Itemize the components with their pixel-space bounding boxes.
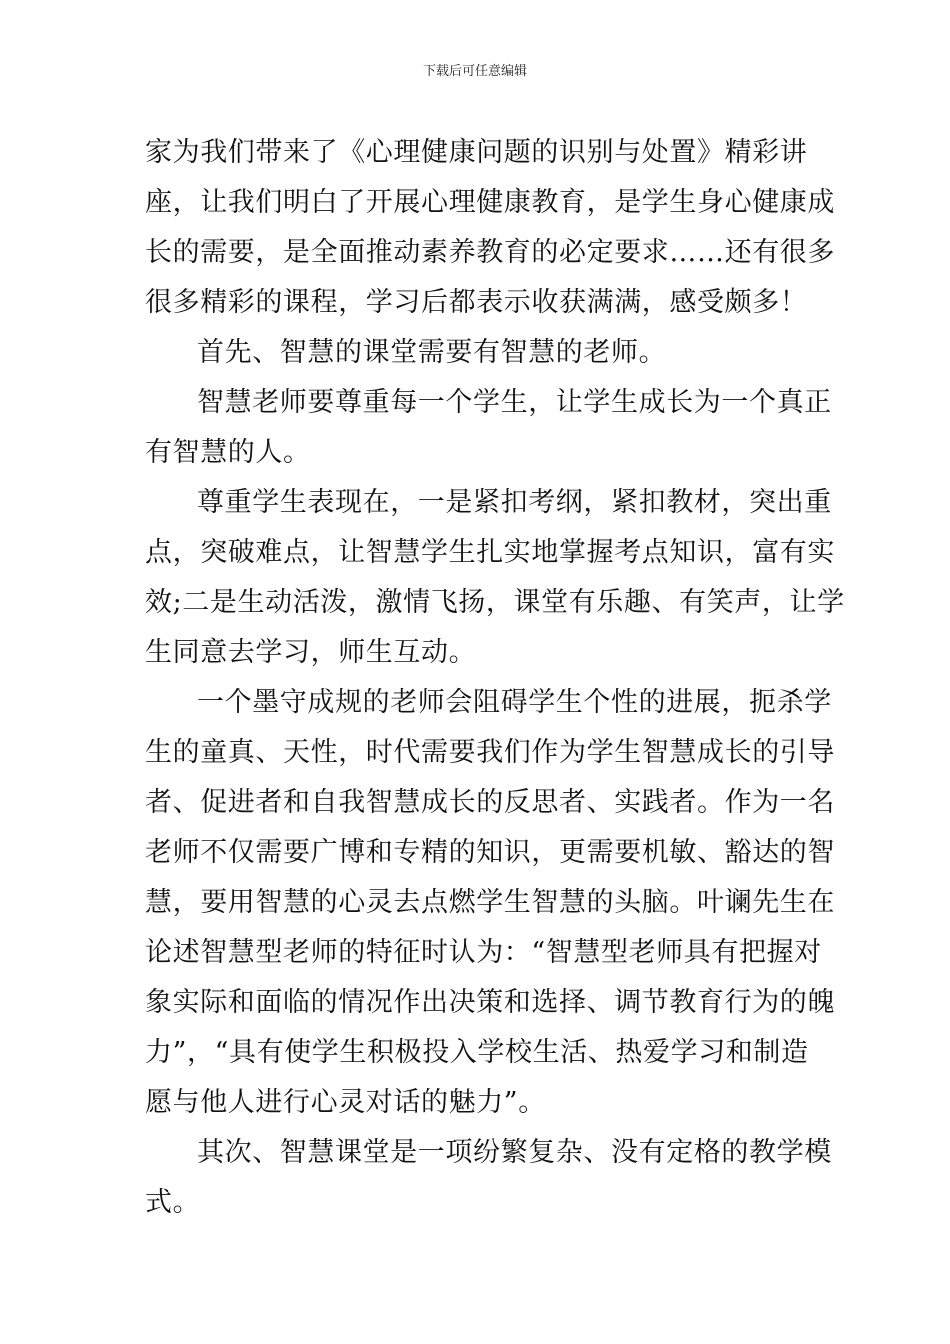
text-line: 尊重学生表现在，一是紧扣考纲，紧扣教材，突出重	[197, 487, 832, 518]
text-line: 慧，要用智慧的心灵去点燃学生智慧的头脑。叶谰先生在	[145, 887, 835, 918]
text-line: 生的童真、天性，时代需要我们作为学生智慧成长的引导	[145, 737, 835, 768]
text-line: 力”，“具有使学生积极投入学校生活、热爱学习和制造	[145, 1037, 809, 1068]
text-line: 式。	[145, 1187, 201, 1218]
document-body	[145, 128, 845, 1228]
text-line: 首先、智慧的课堂需要有智慧的老师。	[197, 337, 667, 368]
text-line: 座，让我们明白了开展心理健康教育，是学生身心健康成	[145, 187, 835, 218]
text-line: 生同意去学习，师生互动。	[145, 637, 477, 668]
text-line: 很多精彩的课程，学习后都表示收获满满，感受颇多！	[145, 287, 808, 318]
text-line: 象实际和面临的情况作出决策和选择、调节教育行为的魄	[145, 987, 835, 1018]
text-line: 愿与他人进行心灵对话的魅力”。	[145, 1087, 546, 1118]
text-line: 有智慧的人。	[145, 437, 311, 468]
text-line: 论述智慧型老师的特征时认为：“智慧型老师具有把握对	[145, 937, 822, 968]
text-line: 效;二是生动活泼，激情飞扬，课堂有乐趣、有笑声，让学	[145, 587, 845, 618]
text-line: 长的需要，是全面推动素养教育的必定要求……还有很多	[145, 237, 835, 268]
text-line: 点，突破难点，让智慧学生扎实地掌握考点知识，富有实	[145, 537, 835, 568]
text-line: 家为我们带来了《心理健康问题的识别与处置》精彩讲	[145, 137, 808, 168]
text-line: 者、促进者和自我智慧成长的反思者、实践者。作为一名	[145, 787, 835, 818]
text-line: 老师不仅需要广博和专精的知识，更需要机敏、豁达的智	[145, 837, 835, 868]
text-line: 智慧老师要尊重每一个学生，让学生成长为一个真正	[197, 387, 832, 418]
page-header: 下载后可任意编辑	[422, 64, 527, 79]
text-line: 一个墨守成规的老师会阻碍学生个性的进展，扼杀学	[197, 687, 832, 718]
text-line: 其次、智慧课堂是一项纷繁复杂、没有定格的教学模	[197, 1137, 832, 1168]
